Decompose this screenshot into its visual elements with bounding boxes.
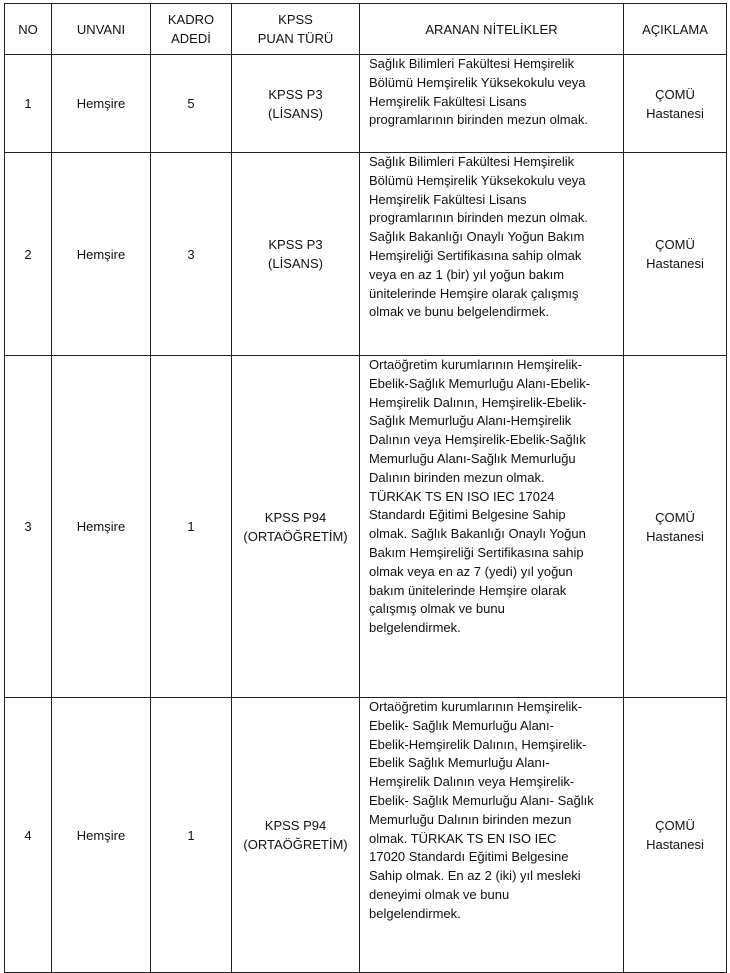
nitelik-line: ünitelerinde Hemşire olarak çalışmış bbox=[369, 285, 579, 301]
aciklama-line: Hastanesi bbox=[646, 837, 704, 852]
puan-line: (ORTAÖĞRETİM) bbox=[243, 837, 348, 852]
puan-line: KPSS P94 bbox=[264, 818, 327, 833]
nitelik-line: Hemşireliği Sertifikasına sahip olmak bbox=[369, 247, 582, 263]
nitelik-line: veya en az 1 (bir) yıl yoğun bakım bbox=[369, 266, 565, 282]
nitelik-line: Dalının birinden mezun olmak. bbox=[369, 469, 545, 485]
nitelik-line: TÜRKAK TS EN ISO IEC 17024 bbox=[369, 488, 555, 504]
header-unvani: UNVANI bbox=[52, 4, 151, 55]
nitelik-line: Ebelik-Sağlık Memurluğu Alanı-Ebelik- bbox=[369, 375, 591, 391]
nitelik-line: Dalının veya Hemşirelik-Ebelik-Sağlık bbox=[369, 432, 586, 448]
puan-line: KPSS P94 bbox=[264, 509, 327, 525]
aciklama-line: ÇOMÜ bbox=[655, 818, 695, 833]
row-puan-cell bbox=[232, 356, 360, 698]
row-puan-cell bbox=[232, 55, 360, 153]
row-nitelikler-cell bbox=[360, 698, 624, 973]
header-no: NO bbox=[5, 4, 52, 55]
nitelik-line: Standardı Eğitimi Belgesine Sahip bbox=[369, 507, 566, 523]
header-kadro-line-2: ADEDİ bbox=[171, 31, 211, 46]
nitelik-line: Ebelik- Sağlık Memurluğu Alanı- Sağlık bbox=[369, 792, 594, 808]
header-aranan-nitelikler: ARANAN NİTELİKLER bbox=[360, 4, 624, 55]
header-kadro-line-1: KADRO bbox=[167, 12, 215, 27]
header-kadro-adedi bbox=[151, 4, 232, 55]
row-aciklama-cell bbox=[624, 698, 727, 973]
nitelik-line: Ebelik Sağlık Memurluğu Alanı- bbox=[369, 755, 550, 771]
header-puan-line-2: PUAN TÜRÜ bbox=[257, 31, 334, 46]
aciklama-line: Hastanesi bbox=[646, 256, 704, 271]
nitelik-line: Bakım Hemşireliği Sertifikasına sahip bbox=[369, 544, 584, 560]
nitelik-line: Ortaöğretim kurumlarının Hemşirelik- bbox=[369, 699, 583, 714]
nitelik-line: olmak veya en az 7 (yedi) yıl yoğun bbox=[369, 563, 573, 579]
nitelik-line: Memurluğu Alanı-Sağlık Memurluğu bbox=[369, 450, 576, 466]
aciklama-line: ÇOMÜ bbox=[655, 86, 695, 102]
header-puan-line-1: KPSS bbox=[278, 12, 313, 27]
nitelik-line: olmak. TÜRKAK TS EN ISO IEC bbox=[369, 830, 557, 846]
nitelik-line: Hemşirelik Fakültesi Lisans bbox=[369, 93, 527, 109]
row-nitelikler-cell bbox=[360, 153, 624, 356]
nitelik-line: Hemşirelik Dalının veya Hemşirelik- bbox=[369, 774, 575, 790]
puan-line: (LİSANS) bbox=[268, 256, 323, 271]
nitelik-line: Sağlık Bilimleri Fakültesi Hemşirelik bbox=[369, 56, 575, 71]
row-no-cell: 2 bbox=[5, 153, 52, 356]
row-kadro-cell: 1 bbox=[151, 698, 232, 973]
header-puan-turu bbox=[232, 4, 360, 55]
row-nitelikler-cell bbox=[360, 356, 624, 698]
nitelik-line: Bölümü Hemşirelik Yüksekokulu veya bbox=[369, 74, 586, 90]
puan-line: (LİSANS) bbox=[268, 105, 323, 121]
table-row bbox=[5, 153, 727, 356]
row-no-cell: 3 bbox=[5, 356, 52, 698]
row-aciklama-cell bbox=[624, 153, 727, 356]
nitelik-line: Ortaöğretim kurumlarının Hemşirelik- bbox=[369, 357, 583, 372]
nitelik-line: Hemşirelik Fakültesi Lisans bbox=[369, 191, 527, 207]
aciklama-line: Hastanesi bbox=[646, 105, 704, 121]
row-kadro-cell: 5 bbox=[151, 55, 232, 153]
nitelik-line: Memurluğu Dalının birinden mezun bbox=[369, 811, 572, 827]
row-puan-cell bbox=[232, 698, 360, 973]
nitelik-line: olmak. Sağlık Bakanlığı Onaylı Yoğun bbox=[369, 526, 586, 542]
row-aciklama-cell bbox=[624, 55, 727, 153]
row-unvan-cell: Hemşire bbox=[52, 153, 151, 356]
table-row bbox=[5, 55, 727, 153]
row-kadro-cell: 1 bbox=[151, 356, 232, 698]
header-row bbox=[5, 4, 727, 55]
nitelik-line: belgelendirmek. bbox=[369, 905, 461, 921]
nitelik-line: Sağlık Memurluğu Alanı-Hemşirelik bbox=[369, 413, 572, 429]
row-unvan-cell: Hemşire bbox=[52, 698, 151, 973]
nitelik-line: Ebelik-Hemşirelik Dalının, Hemşirelik- bbox=[369, 736, 587, 752]
nitelik-line: deneyimi olmak ve bunu bbox=[369, 886, 510, 902]
row-unvan-cell: Hemşire bbox=[52, 55, 151, 153]
nitelik-line: olmak ve bunu belgelendirmek. bbox=[369, 304, 549, 320]
nitelik-line: bakım ünitelerinde Hemşire olarak bbox=[369, 582, 567, 598]
row-no-cell: 1 bbox=[5, 55, 52, 153]
nitelik-line: programlarının birinden mezun olmak. bbox=[369, 210, 588, 226]
nitelik-line: programlarının birinden mezun olmak. bbox=[369, 112, 588, 128]
row-no-cell: 4 bbox=[5, 698, 52, 973]
nitelik-line: belgelendirmek. bbox=[369, 620, 461, 636]
nitelik-line: Bölümü Hemşirelik Yüksekokulu veya bbox=[369, 172, 586, 188]
nitelik-line: 17020 Standardı Eğitimi Belgesine bbox=[369, 849, 569, 865]
table-row bbox=[5, 356, 727, 698]
table-body bbox=[5, 55, 727, 973]
header-aciklama: AÇIKLAMA bbox=[624, 4, 727, 55]
aciklama-line: ÇOMÜ bbox=[655, 509, 695, 525]
puan-line: KPSS P3 bbox=[268, 237, 323, 252]
staff-positions-table bbox=[4, 3, 727, 973]
nitelik-line: Hemşirelik Dalının, Hemşirelik-Ebelik- bbox=[369, 394, 587, 410]
aciklama-line: ÇOMÜ bbox=[655, 237, 695, 252]
table-row bbox=[5, 698, 727, 973]
row-nitelikler-cell bbox=[360, 55, 624, 153]
nitelik-line: Sağlık Bilimleri Fakültesi Hemşirelik bbox=[369, 154, 575, 169]
nitelik-line: Sağlık Bakanlığı Onaylı Yoğun Bakım bbox=[369, 229, 585, 245]
row-unvan-cell: Hemşire bbox=[52, 356, 151, 698]
puan-line: (ORTAÖĞRETİM) bbox=[243, 528, 348, 544]
nitelik-line: Sahip olmak. En az 2 (iki) yıl mesleki bbox=[369, 868, 581, 884]
row-puan-cell bbox=[232, 153, 360, 356]
row-aciklama-cell bbox=[624, 356, 727, 698]
nitelik-line: Ebelik- Sağlık Memurluğu Alanı- bbox=[369, 717, 554, 733]
aciklama-line: Hastanesi bbox=[646, 528, 704, 544]
row-kadro-cell: 3 bbox=[151, 153, 232, 356]
nitelik-line: çalışmış olmak ve bunu bbox=[369, 601, 505, 617]
puan-line: KPSS P3 bbox=[268, 86, 323, 102]
